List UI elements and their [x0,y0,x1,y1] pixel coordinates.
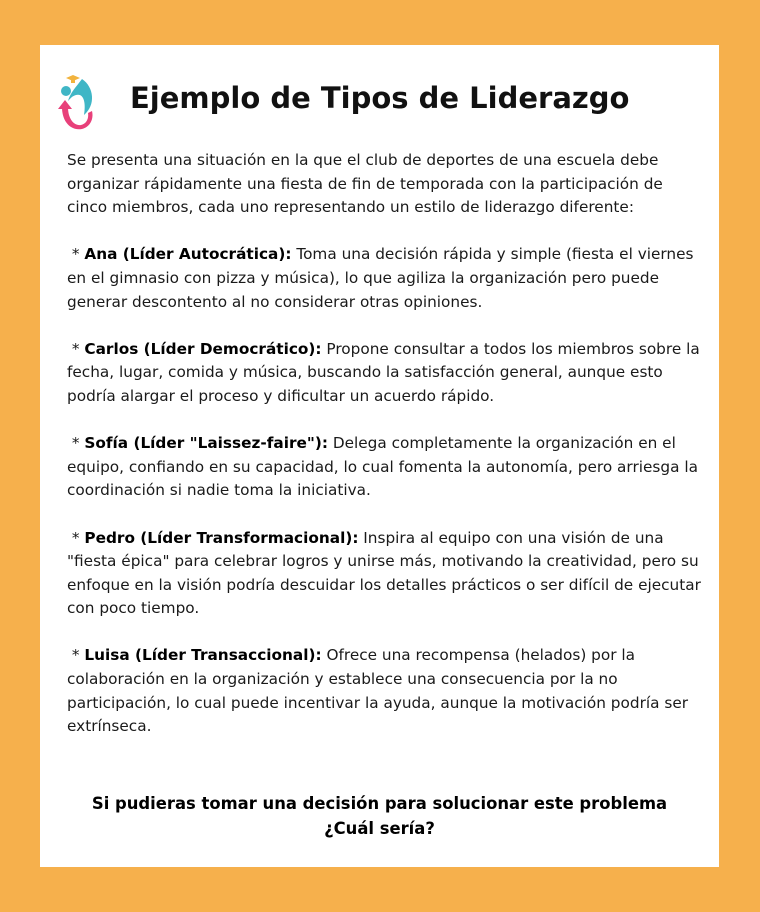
leader-item-carlos [67,338,707,409]
leader-item-sofia [67,432,707,503]
leader-name: Pedro (Líder Transformacional): [84,528,359,547]
leader-description: Toma una decisión rápida y simple (fiesta el viernes en el gimnasio con pizza y música), lo que agiliza la organización pero puede generar descontento al no considerar otras opiniones. [67,245,694,311]
leader-description: Propone consultar a todos los miembros sobre la fecha, lugar, comida y música, buscando la satisfacción general, aunque esto podría alargar el proceso y dificultar un acuerdo rápido. [67,339,700,405]
leader-description: Delega completamente la organización en el equipo, confiando en su capacidad, lo cual fomenta la autonomía, pero arriesga la coordinación si nadie toma la iniciativa. [67,434,698,500]
bullet-marker: * [67,245,85,264]
intro-paragraph: Se presenta una situación en la que el club de deportes de una escuela debe organizar rápidamente una fiesta de fin de temporada con la participación de cinco miembros, cada uno representando un estilo de liderazgo diferente: [67,151,663,217]
leader-name: Ana (Líder Autocrática): [84,245,292,264]
leader-name: Luisa (Líder Transaccional): [84,646,322,665]
leader-name: Sofía (Líder "Laissez-faire"): [84,434,328,453]
question-line-2: ¿Cuál sería? [324,819,435,838]
page-title: Ejemplo de Tipos de Liderazgo [130,81,630,115]
leader-description: Ofrece una recompensa (helados) por la colaboración en la organización y establece una consecuencia por la no participación, lo cual puede incentivar la ayuda, aunque la motivación podría ser extrínseca. [67,646,689,736]
bullet-marker: * [67,646,85,665]
bullet-marker: * [67,339,85,358]
leader-item-pedro [67,527,707,621]
leader-item-luisa [67,644,707,738]
bullet-marker: * [67,434,85,453]
closing-question [40,791,719,841]
bullet-marker: * [67,528,85,547]
leader-description: Inspira al equipo con una visión de una "fiesta épica" para celebrar logros y unirse más, motivando la creatividad, pero su enfoque en la visión podría descuidar los detalles prácticos o ser difícil de ejecutar con poco tiempo. [67,528,701,618]
leader-name: Carlos (Líder Democrático): [84,339,322,358]
body-text [67,149,707,762]
content-card [40,45,719,867]
graduation-person-icon [54,73,100,137]
leader-item-ana [67,243,707,314]
question-line-1: Si pudieras tomar una decisión para solucionar este problema [91,794,668,813]
